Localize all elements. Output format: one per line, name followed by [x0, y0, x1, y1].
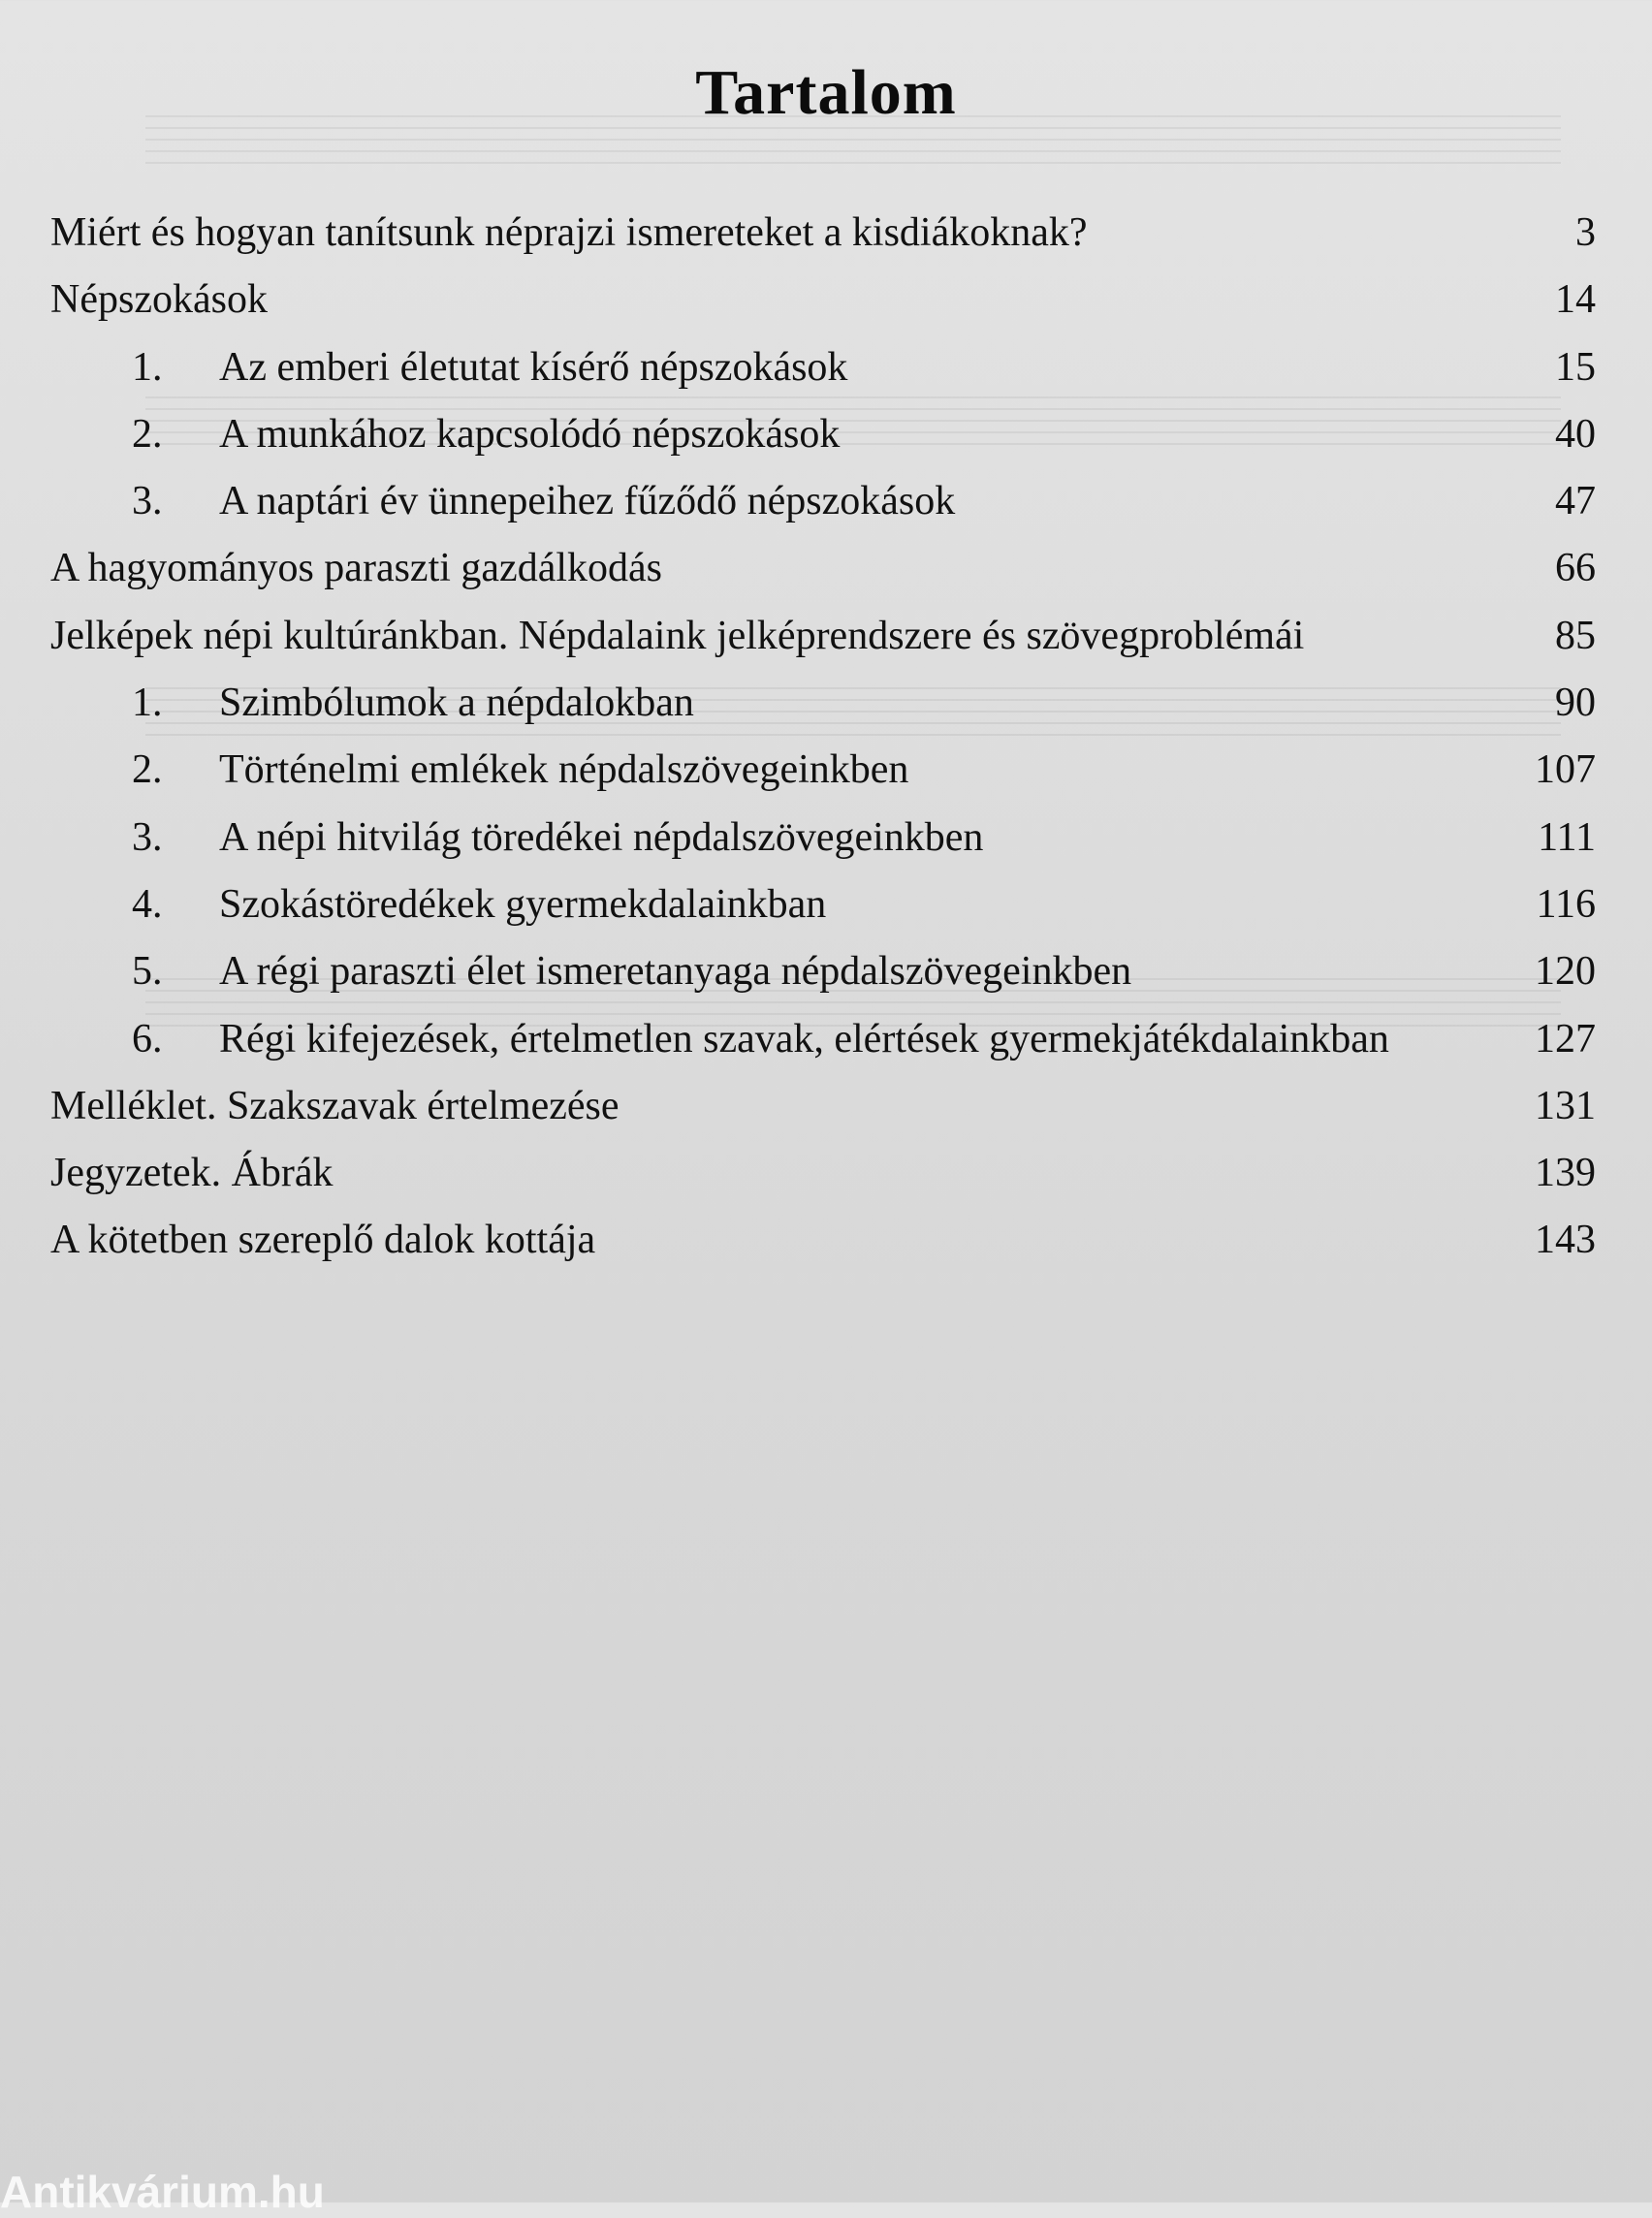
toc-subentry[interactable] [0, 1006, 1652, 1073]
toc-entry[interactable] [0, 603, 1652, 670]
toc-page-number: 66 [1555, 546, 1596, 591]
toc-page-number: 143 [1535, 1218, 1596, 1263]
watermark: Antikvárium.hu [0, 2167, 325, 2217]
toc-page-number: 15 [1555, 344, 1596, 390]
toc-subentry[interactable] [0, 938, 1652, 1005]
page-title: Tartalom [695, 57, 957, 129]
toc-entry[interactable] [0, 1207, 1652, 1274]
toc-entry-title: A munkához kapcsolódó népszokások [219, 411, 841, 457]
toc-page-number: 40 [1555, 411, 1596, 457]
toc-page-number: 14 [1555, 277, 1596, 323]
toc-entry-title: A népi hitvilág töredékei népdalszövegeinkben [219, 814, 984, 860]
toc-entry-title: A régi paraszti élet ismeretanyaga népdalszövegeinkben [219, 949, 1132, 995]
toc-entry[interactable] [0, 535, 1652, 602]
toc-entry-title: Az emberi életutat kísérő népszokások [219, 344, 848, 390]
toc-entry-title: A hagyományos paraszti gazdálkodás [50, 546, 662, 591]
toc-subentry[interactable] [0, 670, 1652, 737]
toc-subentry[interactable] [0, 401, 1652, 468]
toc-entry-title: Jelképek népi kultúránkban. Népdalaink jelképrendszere és szövegproblémái [50, 613, 1305, 658]
toc-page-number: 127 [1535, 1016, 1596, 1061]
toc-entry-title: A naptári év ünnepeihez fűződő népszokások [219, 479, 956, 524]
toc-entry[interactable] [0, 267, 1652, 333]
toc-entry-number: 4. [132, 881, 163, 927]
toc-subentry[interactable] [0, 805, 1652, 871]
table-of-contents [0, 200, 1652, 1275]
toc-subentry[interactable] [0, 468, 1652, 535]
toc-page-number: 47 [1555, 479, 1596, 524]
toc-entry-number: 1. [132, 681, 163, 726]
toc-entry-number: 5. [132, 949, 163, 995]
toc-entry-title: Melléklet. Szakszavak értelmezése [50, 1083, 620, 1128]
toc-page-number: 90 [1555, 681, 1596, 726]
toc-entry-number: 3. [132, 814, 163, 860]
toc-entry-title: Szokástöredékek gyermekdalainkban [219, 881, 827, 927]
toc-entry-number: 6. [132, 1016, 163, 1061]
toc-entry-title: Szimbólumok a népdalokban [219, 681, 694, 726]
toc-page-number: 120 [1535, 949, 1596, 995]
toc-entry[interactable] [0, 1073, 1652, 1140]
toc-page-number: 85 [1555, 613, 1596, 658]
toc-entry-title: Történelmi emlékek népdalszövegeinkben [219, 747, 909, 793]
toc-subentry[interactable] [0, 737, 1652, 804]
toc-subentry[interactable] [0, 334, 1652, 401]
toc-subentry[interactable] [0, 871, 1652, 938]
toc-page-number: 131 [1535, 1083, 1596, 1128]
toc-page-number: 3 [1575, 210, 1596, 255]
toc-entry-title: Miért és hogyan tanítsunk néprajzi ismereteket a kisdiákoknak? [50, 210, 1088, 255]
toc-page-number: 116 [1536, 881, 1596, 927]
toc-page-number: 107 [1535, 747, 1596, 793]
toc-entry-number: 2. [132, 747, 163, 793]
toc-entry-number: 2. [132, 411, 163, 457]
toc-entry-title: Népszokások [50, 277, 268, 323]
toc-entry[interactable] [0, 1140, 1652, 1207]
toc-entry[interactable] [0, 200, 1652, 267]
toc-entry-title: Jegyzetek. Ábrák [50, 1151, 334, 1196]
toc-page-number: 111 [1538, 814, 1596, 860]
toc-entry-title: Régi kifejezések, értelmetlen szavak, elértések gyermekjátékdalainkban [219, 1016, 1389, 1061]
toc-entry-number: 3. [132, 479, 163, 524]
toc-entry-title: A kötetben szereplő dalok kottája [50, 1218, 596, 1263]
toc-page-number: 139 [1535, 1151, 1596, 1196]
toc-entry-number: 1. [132, 344, 163, 390]
